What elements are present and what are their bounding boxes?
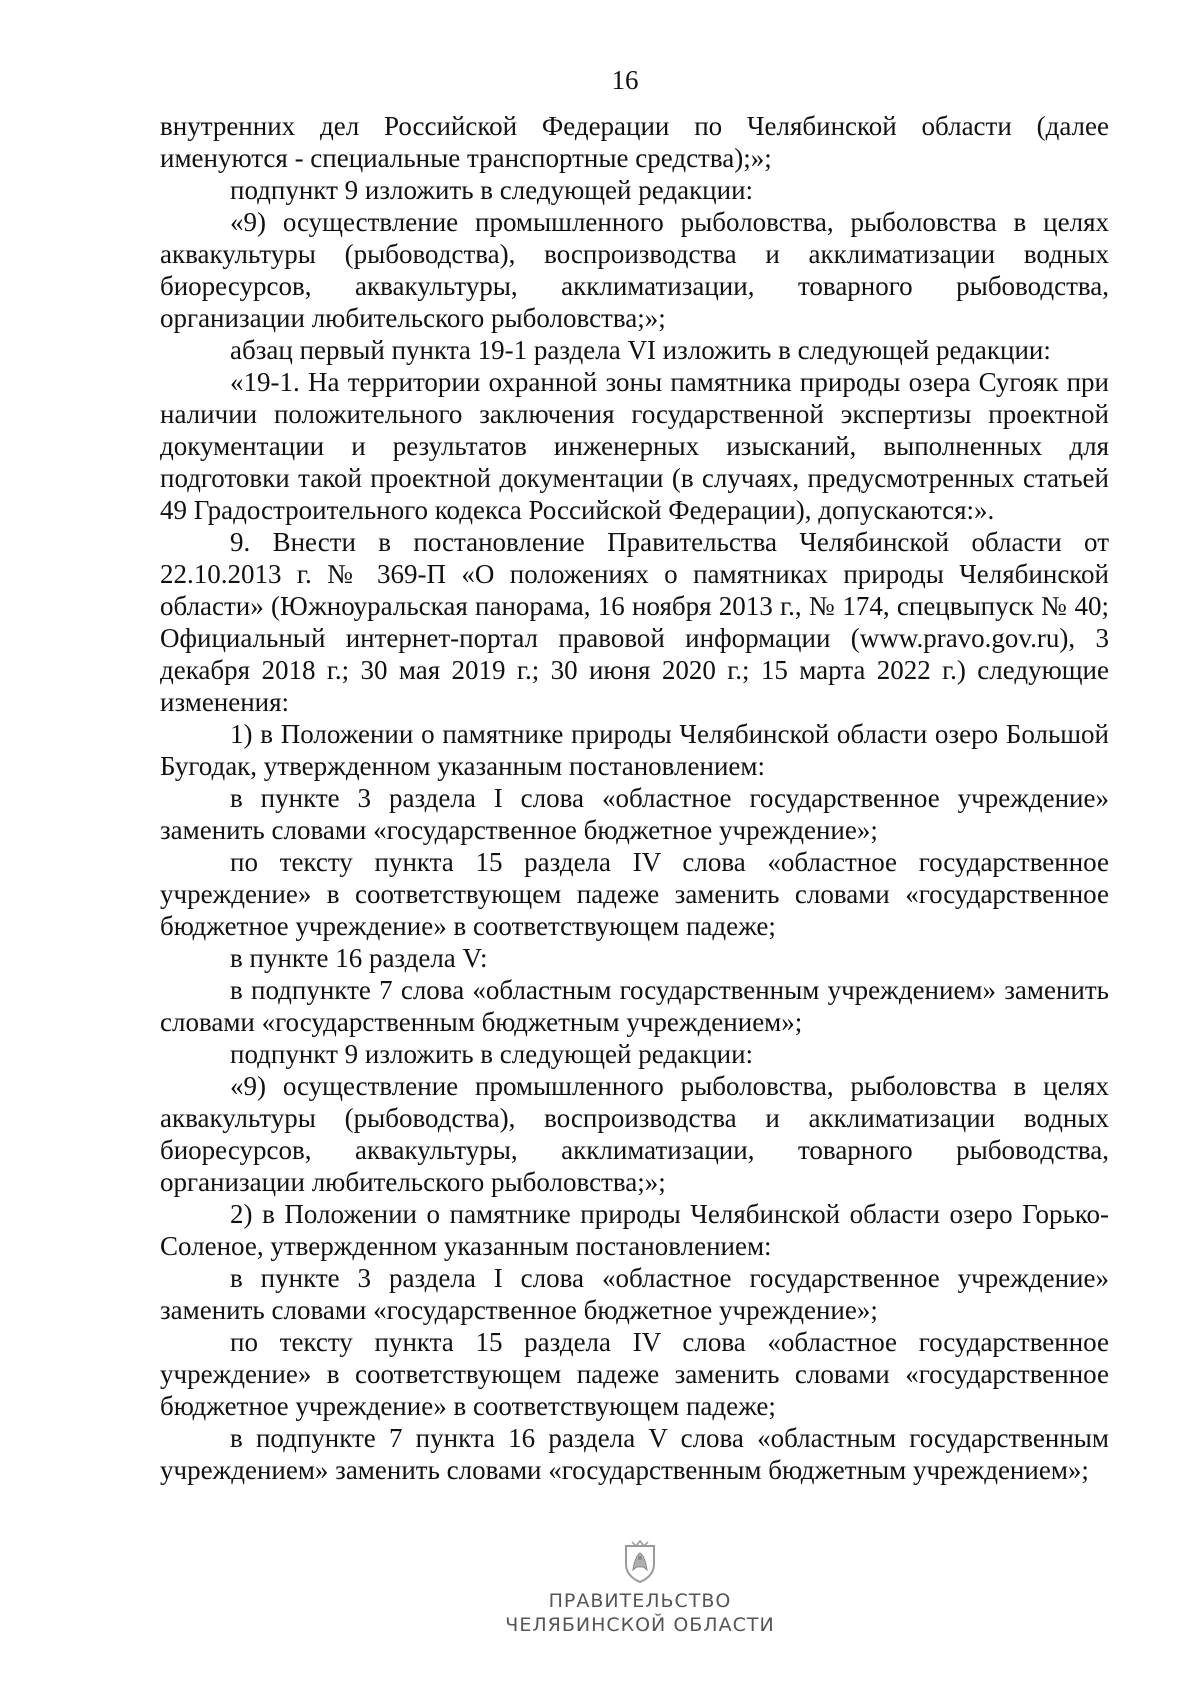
paragraph: внутренних дел Российской Федерации по Челябинской области (далее именуются - специальные транспортные средства);»; bbox=[160, 111, 1109, 173]
government-stamp bbox=[0, 1540, 1200, 1637]
paragraph: подпункт 9 изложить в следующей редакции: bbox=[230, 175, 754, 205]
paragraph: в подпункте 7 пункта 16 раздела V слова «областным государственным учреждением» заменить словами «государственным бюджетным учреждением»; bbox=[160, 1423, 1109, 1485]
paragraph: 1) в Положении о памятнике природы Челябинской области озеро Большой Бугодак, утвержденном указанным постановлением: bbox=[160, 719, 1109, 781]
paragraph: в пункте 3 раздела I слова «областное государственное учреждение» заменить словами «государственное бюджетное учреждение»; bbox=[160, 1263, 1109, 1325]
paragraph: 9. Внести в постановление Правительства Челябинской области от 22.10.2013 г. № 369-П «О положениях о памятниках природы Челябинской области» (Южноуральская панорама, 16 ноября 2013 г., № 174, спецвыпуск № 40; Официальный интернет-портал правовой информации (www.pravo.gov.ru), 3 декабря 2018 г.; 30 мая 2019 г.; 30 июня 2020 г.; 15 марта 2022 г.) следующие изменения: bbox=[160, 527, 1109, 717]
stamp-line-1: ПРАВИТЕЛЬСТВО bbox=[548, 1590, 732, 1612]
paragraph: «19-1. На территории охранной зоны памятника природы озера Сугояк при наличии положительного заключения государственной экспертизы проектной документации и результатов инженерных изысканий, выполненных для подготовки такой проектной документации (в случаях, предусмотренных статьей 49 Градостроительного кодекса Российской Федерации), допускаются:». bbox=[160, 367, 1109, 525]
paragraph: по тексту пункта 15 раздела IV слова «областное государственное учреждение» в соответствующем падеже заменить словами «государственное бюджетное учреждение» в соответствующем падеже; bbox=[160, 1327, 1109, 1421]
paragraph: в пункте 3 раздела I слова «областное государственное учреждение» заменить словами «государственное бюджетное учреждение»; bbox=[160, 783, 1109, 845]
stamp-line-2: ЧЕЛЯБИНСКОЙ ОБЛАСТИ bbox=[505, 1614, 775, 1636]
paragraph: по тексту пункта 15 раздела IV слова «областное государственное учреждение» в соответствующем падеже заменить словами «государственное бюджетное учреждение» в соответствующем падеже; bbox=[160, 847, 1109, 941]
paragraph: 2) в Положении о памятнике природы Челябинской области озеро Горько-Соленое, утвержденном указанным постановлением: bbox=[160, 1199, 1109, 1261]
coat-of-arms-icon bbox=[622, 1540, 658, 1584]
document-body bbox=[160, 110, 1109, 1486]
paragraph: подпункт 9 изложить в следующей редакции: bbox=[230, 1039, 754, 1069]
paragraph: «9) осуществление промышленного рыболовства, рыболовства в целях аквакультуры (рыбоводства), воспроизводства и акклиматизации водных биоресурсов, аквакультуры, акклиматизации, товарного рыбоводства, организации любительского рыболовства;»; bbox=[160, 1071, 1109, 1197]
page-number: 16 bbox=[611, 65, 639, 95]
paragraph: в подпункте 7 слова «областным государственным учреждением» заменить словами «государственным бюджетным учреждением»; bbox=[160, 975, 1109, 1037]
paragraph: абзац первый пункта 19-1 раздела VI изложить в следующей редакции: bbox=[230, 335, 1051, 365]
paragraph: в пункте 16 раздела V: bbox=[230, 943, 488, 973]
paragraph: «9) осуществление промышленного рыболовства, рыболовства в целях аквакультуры (рыбоводства), воспроизводства и акклиматизации водных биоресурсов, аквакультуры, акклиматизации, товарного рыбоводства, организации любительского рыболовства;»; bbox=[160, 207, 1109, 333]
